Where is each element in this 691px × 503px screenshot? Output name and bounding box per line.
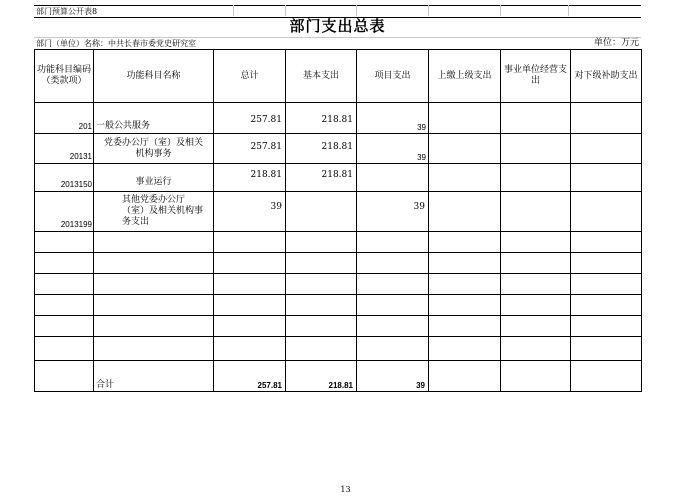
table-row [35, 103, 642, 134]
function-code: 20131 [35, 134, 94, 164]
table-header-row [35, 50, 642, 103]
subsidy-cell [571, 192, 642, 232]
basic-total: 218.81 [286, 361, 357, 392]
column-header: 总计 [214, 50, 286, 103]
expenditure-table [34, 49, 642, 392]
business-cell [501, 192, 571, 232]
column-header: 项目支出 [357, 50, 429, 103]
empty-row [35, 274, 642, 295]
empty-row [35, 295, 642, 316]
basic-cell: 218.81 [286, 164, 357, 192]
empty-row [35, 316, 642, 337]
upper-cell [429, 164, 501, 192]
project-cell: 39 [357, 192, 429, 232]
subsidy-cell [571, 164, 642, 192]
total-label: 合计 [94, 361, 214, 392]
business-cell [501, 134, 571, 164]
page-title: 部门支出总表 [289, 17, 386, 35]
table-row [35, 164, 642, 192]
gridline [233, 5, 234, 16]
table-row [35, 134, 642, 164]
function-name: 其他党委办公厅（室）及相关机构事务支出 [94, 192, 214, 232]
project-cell: 39 [357, 103, 429, 134]
function-code: 201 [35, 103, 94, 134]
gridline [500, 5, 501, 16]
table-row [35, 192, 642, 232]
gridline [285, 5, 286, 16]
total-cell: 39 [214, 192, 286, 232]
business-cell [501, 103, 571, 134]
function-name: 事业运行 [94, 164, 214, 192]
subsidy-cell [571, 134, 642, 164]
basic-cell [286, 192, 357, 232]
function-code: 2013199 [35, 192, 94, 232]
column-header: 对下级补助支出 [571, 50, 642, 103]
empty-row [35, 337, 642, 361]
column-header: 功能科目编码（类款项） [35, 50, 94, 103]
project-total: 39 [357, 361, 429, 392]
function-name: 党委办公厅（室）及相关机构事务 [94, 134, 214, 164]
gridline [428, 5, 429, 16]
basic-cell: 218.81 [286, 134, 357, 164]
spreadsheet-gridlines [34, 5, 641, 16]
unit-row [34, 38, 641, 49]
upper-cell [429, 103, 501, 134]
total-cell: 218.81 [214, 164, 286, 192]
gridline [356, 5, 357, 16]
project-cell [357, 164, 429, 192]
gridline [568, 5, 569, 16]
subsidy-cell [571, 103, 642, 134]
total-cell: 257.81 [214, 103, 286, 134]
grand-total: 257.81 [214, 361, 286, 392]
total-row [35, 361, 642, 392]
upper-cell [429, 134, 501, 164]
column-header: 基本支出 [286, 50, 357, 103]
total-cell: 257.81 [214, 134, 286, 164]
form-label: 部门预算公开表8 [36, 7, 98, 16]
empty-row [35, 232, 642, 253]
upper-cell [429, 192, 501, 232]
function-name: 一般公共服务 [94, 103, 214, 134]
project-cell: 39 [357, 134, 429, 164]
basic-cell: 218.81 [286, 103, 357, 134]
business-cell [501, 164, 571, 192]
function-code: 2013150 [35, 164, 94, 192]
column-header: 上缴上级支出 [429, 50, 501, 103]
column-header: 功能科目名称 [94, 50, 214, 103]
page-number: 13 [340, 485, 351, 494]
department-name: 部门（单位）名称：中共长春市委党史研究室 [36, 39, 196, 48]
empty-row [35, 253, 642, 274]
unit-label: 单位：万元 [593, 38, 639, 48]
column-header: 事业单位经营支出 [501, 50, 571, 103]
